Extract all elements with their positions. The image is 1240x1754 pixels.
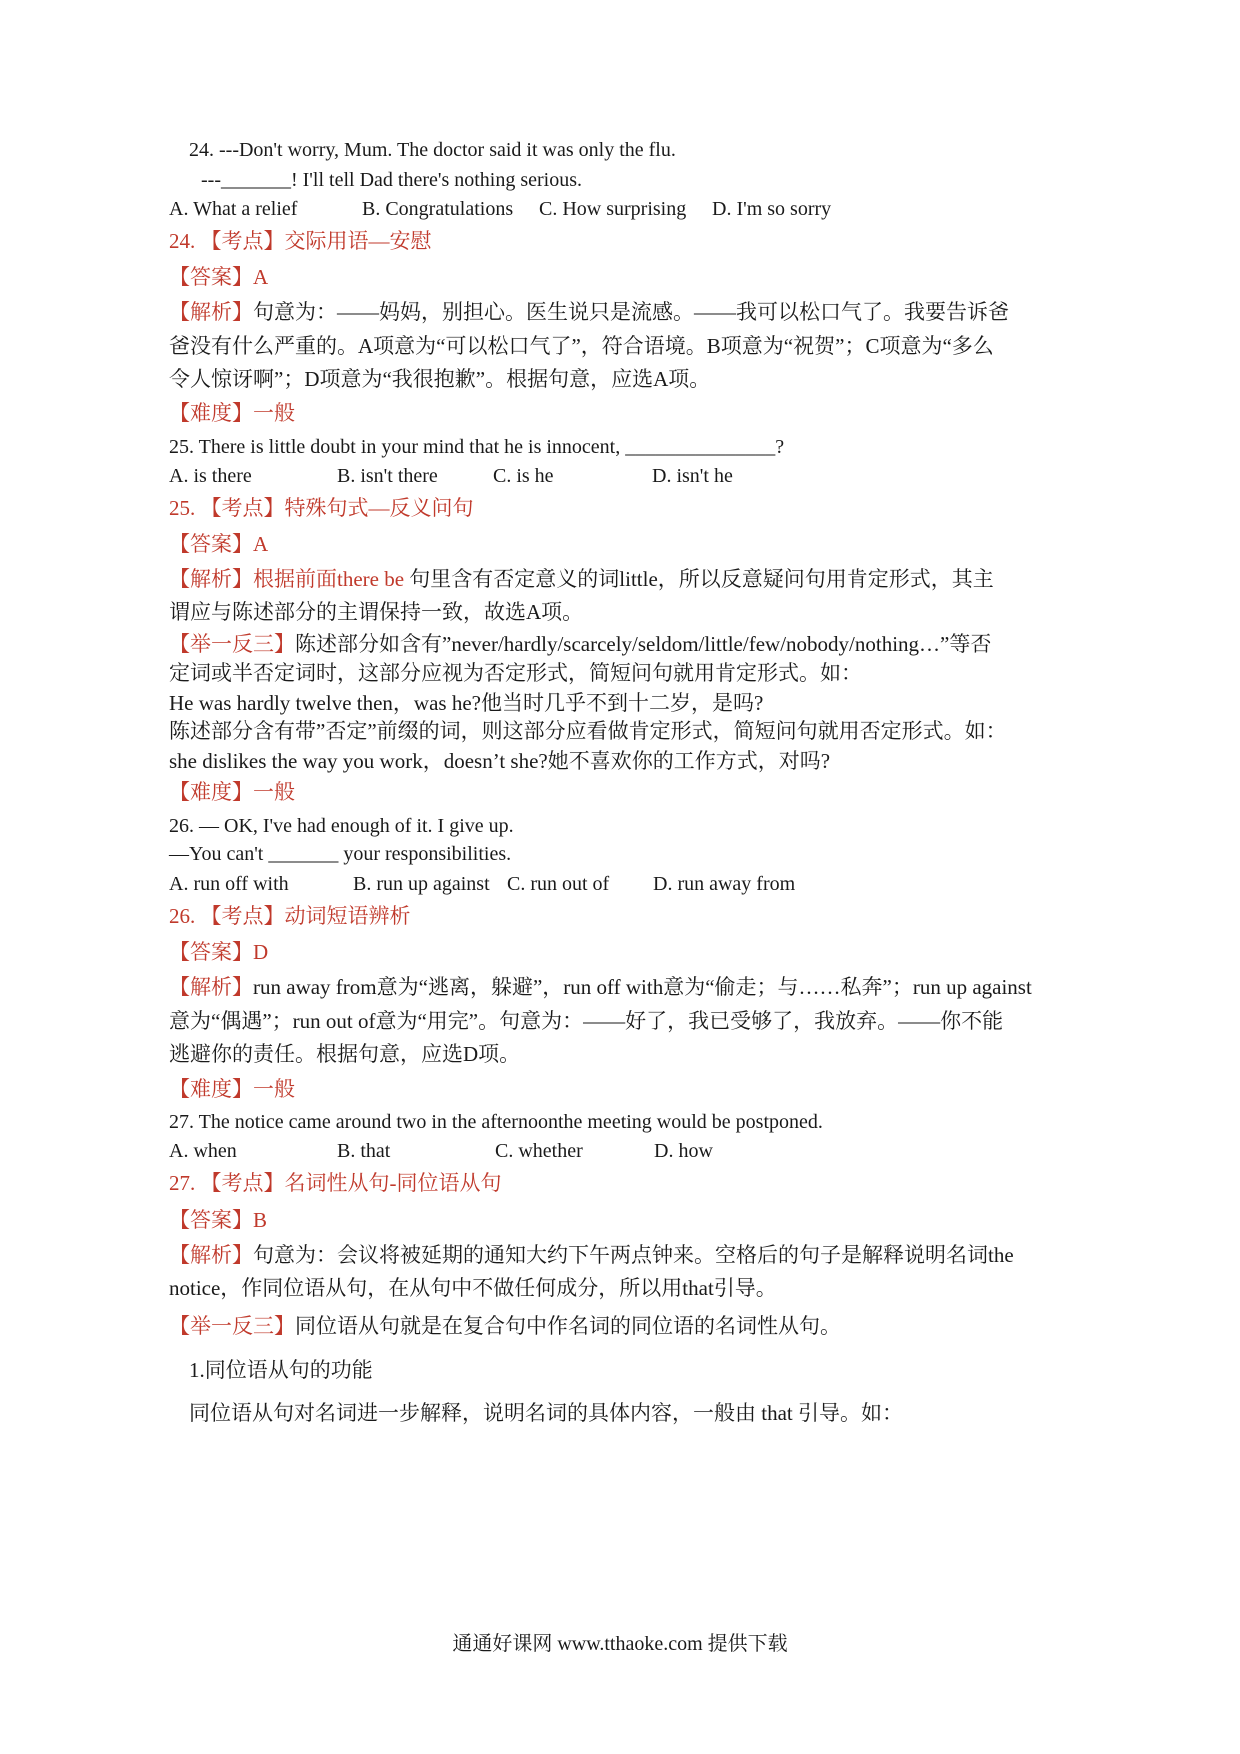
- q25-stem: 25. There is little doubt in your mind that he is innocent, _______________?: [169, 436, 785, 458]
- q25-difficulty-value: 一般: [253, 780, 295, 804]
- q27-stem: 27. The notice came around two in the afternoonthe meeting would be postponed.: [169, 1111, 823, 1133]
- q25-extend-line-1: [169, 629, 991, 659]
- q24-analysis-line-2: 爸没有什么严重的。A项意为“可以松口气了”，符合语境。B项意为“祝贺”；C项意为“多么: [169, 334, 994, 358]
- q24-analysis-text-1: 句意为：——妈妈，别担心。医生说只是流感。——我可以松口气了。我要告诉爸: [253, 300, 1009, 324]
- q25-analysis-line-1: [169, 564, 994, 594]
- q24-answer-label: 【答案】: [169, 265, 253, 289]
- q25-point-label: 25. 【考点】: [169, 496, 285, 520]
- q24-answer-value: A: [253, 265, 269, 289]
- q26-point: [169, 901, 411, 931]
- q24-stem-line-2: ---_______! I'll tell Dad there's nothing serious.: [201, 169, 583, 191]
- q24-answer: [169, 262, 268, 292]
- q25-option-c: C. is he: [493, 465, 554, 487]
- q26-analysis-line-1: [169, 972, 1032, 1002]
- q26-stem-line-2: —You can't _______ your responsibilities.: [169, 843, 512, 865]
- q26-option-b: B. run up against: [353, 873, 490, 895]
- q25-analysis-label: 【解析】: [169, 567, 253, 591]
- q25-difficulty-label: 【难度】: [169, 780, 253, 804]
- q24-option-a: A. What a relief: [169, 198, 298, 220]
- q27-option-c: C. whether: [495, 1140, 583, 1162]
- q24-difficulty: [169, 398, 295, 428]
- q26-analysis-text-1: run away from意为“逃离，躲避”，run off with意为“偷走；与……私奔”；run up against: [253, 975, 1032, 999]
- q25-option-d: D. isn't he: [652, 465, 733, 487]
- q27-subheading: 1.同位语从句的功能: [189, 1358, 373, 1382]
- q27-analysis-line-1: [169, 1240, 1014, 1270]
- q25-extend-line-3: He was hardly twelve then，was he?他当时几乎不到十二岁，是吗?: [169, 691, 764, 715]
- q24-stem-line-1: 24. ---Don't worry, Mum. The doctor said it was only the flu.: [189, 139, 676, 161]
- q24-option-d: D. I'm so sorry: [712, 198, 832, 220]
- q26-analysis-line-3: 逃避你的责任。根据句意，应选D项。: [169, 1042, 521, 1066]
- q25-extend-line-2: 定词或半否定词时，这部分应视为否定形式，简短问句就用肯定形式。如：: [169, 661, 862, 685]
- q24-option-b: B. Congratulations: [362, 198, 514, 220]
- q25-extend-line-4: 陈述部分含有带”否定”前缀的词，则这部分应看做肯定形式，简短问句就用否定形式。如：: [169, 719, 1007, 743]
- q25-option-b: B. isn't there: [337, 465, 438, 487]
- q27-extend-text-1: 同位语从句就是在复合句中作名词的同位语的名词性从句。: [295, 1314, 841, 1338]
- q26-option-c: C. run out of: [507, 873, 610, 895]
- q27-option-a: A. when: [169, 1140, 237, 1162]
- q24-option-c: C. How surprising: [539, 198, 687, 220]
- q27-extend-label: 【举一反三】: [169, 1314, 295, 1338]
- q25-answer-label: 【答案】: [169, 532, 253, 556]
- q26-stem-line-1: 26. — OK, I've had enough of it. I give up.: [169, 815, 514, 837]
- page-footer: 通通好课网 www.tthaoke.com 提供下载: [452, 1633, 788, 1655]
- q26-analysis-line-2: 意为“偶遇”；run out of意为“用完”。句意为：——好了，我已受够了，我放弃。——你不能: [169, 1009, 1004, 1033]
- q26-difficulty-label: 【难度】: [169, 1077, 253, 1101]
- q26-difficulty: [169, 1074, 295, 1104]
- q24-point-label: 24. 【考点】: [169, 229, 285, 253]
- q24-difficulty-value: 一般: [253, 401, 295, 425]
- q24-analysis-line-1: [169, 297, 1009, 327]
- q27-subtext: 同位语从句对名词进一步解释，说明名词的具体内容，一般由 that 引导。如：: [189, 1401, 903, 1425]
- q26-answer-label: 【答案】: [169, 940, 253, 964]
- q26-answer: [169, 937, 268, 967]
- q25-answer: [169, 529, 268, 559]
- q26-difficulty-value: 一般: [253, 1077, 295, 1101]
- q27-option-b: B. that: [337, 1140, 391, 1162]
- q27-analysis-line-2: notice，作同位语从句，在从句中不做任何成分，所以用that引导。: [169, 1276, 777, 1300]
- q25-analysis-line-2: 谓应与陈述部分的主谓保持一致，故选A项。: [169, 600, 584, 624]
- q26-answer-value: D: [253, 940, 269, 964]
- q24-point-text: 交际用语—安慰: [284, 229, 432, 253]
- q26-point-label: 26. 【考点】: [169, 904, 285, 928]
- q25-analysis-text-1: 句里含有否定意义的词little，所以反意疑问句用肯定形式，其主: [409, 567, 994, 591]
- q26-point-text: 动词短语辨析: [284, 904, 411, 928]
- q25-point: [169, 493, 474, 523]
- q27-option-d: D. how: [654, 1140, 713, 1162]
- q27-point: [169, 1168, 502, 1198]
- q26-analysis-label: 【解析】: [169, 975, 253, 999]
- q27-answer-value: B: [253, 1208, 268, 1232]
- q24-point: [169, 226, 432, 256]
- q25-option-a: A. is there: [169, 465, 252, 487]
- q27-analysis-text-1: 句意为：会议将被延期的通知大约下午两点钟来。空格后的句子是解释说明名词the: [253, 1243, 1014, 1267]
- q24-analysis-line-3: 令人惊讶啊”；D项意为“我很抱歉”。根据句意，应选A项。: [169, 367, 711, 391]
- q25-extend-text-1: 陈述部分如含有”never/hardly/scarcely/seldom/little/few/nobody/nothing…”等否: [295, 632, 992, 656]
- q27-point-label: 27. 【考点】: [169, 1171, 285, 1195]
- q27-answer: [169, 1205, 267, 1235]
- q25-point-text: 特殊句式—反义问句: [284, 496, 474, 520]
- q26-option-a: A. run off with: [169, 873, 289, 895]
- q25-difficulty: [169, 777, 295, 807]
- q26-option-d: D. run away from: [653, 873, 796, 895]
- q27-answer-label: 【答案】: [169, 1208, 253, 1232]
- q24-difficulty-label: 【难度】: [169, 401, 253, 425]
- q25-analysis-red-text: 根据前面there be: [253, 567, 410, 591]
- q24-analysis-label: 【解析】: [169, 300, 253, 324]
- q25-extend-label: 【举一反三】: [169, 632, 295, 656]
- q27-extend-line-1: [169, 1311, 841, 1341]
- q27-point-text: 名词性从句-同位语从句: [284, 1171, 502, 1195]
- q27-analysis-label: 【解析】: [169, 1243, 253, 1267]
- q25-answer-value: A: [253, 532, 269, 556]
- q25-extend-line-5: she dislikes the way you work，doesn’t she?她不喜欢你的工作方式，对吗?: [169, 749, 831, 773]
